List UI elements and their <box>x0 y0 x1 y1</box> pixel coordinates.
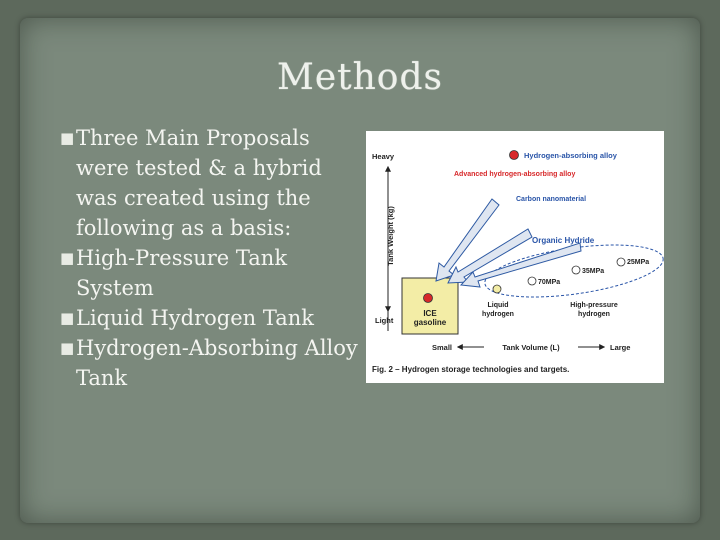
bullet-text: Liquid Hydrogen Tank <box>76 306 314 330</box>
y-axis-top: Heavy <box>372 152 395 161</box>
bullet-text: High-Pressure Tank System <box>76 246 288 300</box>
liquid-label: Liquid <box>487 302 509 309</box>
bullet-text: Three Main Proposals were tested & a hybrid was created using the following as a basis: <box>76 126 322 240</box>
x-axis-label: Tank Volume (L) <box>502 343 560 352</box>
pressure-25-point <box>617 258 625 266</box>
bullet-item <box>60 303 360 333</box>
ice-label: ICE <box>423 309 437 318</box>
bullet-marker-icon: ■ <box>60 249 75 267</box>
bullet-list <box>60 123 360 393</box>
liquid-point <box>493 285 501 293</box>
figure-caption: Fig. 2 – Hydrogen storage technologies and targets. <box>372 365 570 374</box>
alloy-label: Hydrogen-absorbing alloy <box>524 151 617 160</box>
carbon-label: Carbon nanomaterial <box>516 196 587 203</box>
pressure-35-point <box>572 266 580 274</box>
organic-hydride-label: Organic Hydride <box>532 236 595 245</box>
figure-diagram <box>366 131 664 383</box>
high-pressure-hydrogen-label: hydrogen <box>578 311 610 318</box>
pressure-25-label: 25MPa <box>627 259 650 266</box>
hydrogen-storage-figure <box>366 131 664 383</box>
gasoline-label: gasoline <box>413 318 447 327</box>
liquid-hydrogen-label: hydrogen <box>482 311 514 318</box>
y-axis-bottom: Light <box>375 316 394 325</box>
high-pressure-label: High-pressure <box>570 302 618 309</box>
ice-point <box>424 294 433 303</box>
advanced-alloy-label: Advanced hydrogen-absorbing alloy <box>454 171 576 178</box>
bullet-text: Hydrogen-Absorbing Alloy Tank <box>76 336 358 390</box>
y-axis-label: Tank Weight (kg) <box>386 206 395 266</box>
pressure-70-label: 70MPa <box>538 279 561 286</box>
bullet-marker-icon: ■ <box>60 309 75 327</box>
bullet-item <box>60 243 360 303</box>
bullet-item <box>60 333 360 393</box>
pressure-70-point <box>528 277 536 285</box>
bullet-marker-icon: ■ <box>60 339 75 357</box>
slide-title: Methods <box>276 57 443 98</box>
bullet-item <box>60 123 360 243</box>
x-axis-right: Large <box>610 343 631 352</box>
alloy-point <box>510 151 519 160</box>
pressure-35-label: 35MPa <box>582 268 605 275</box>
x-axis-left: Small <box>432 343 453 352</box>
bullet-marker-icon: ■ <box>60 129 75 147</box>
